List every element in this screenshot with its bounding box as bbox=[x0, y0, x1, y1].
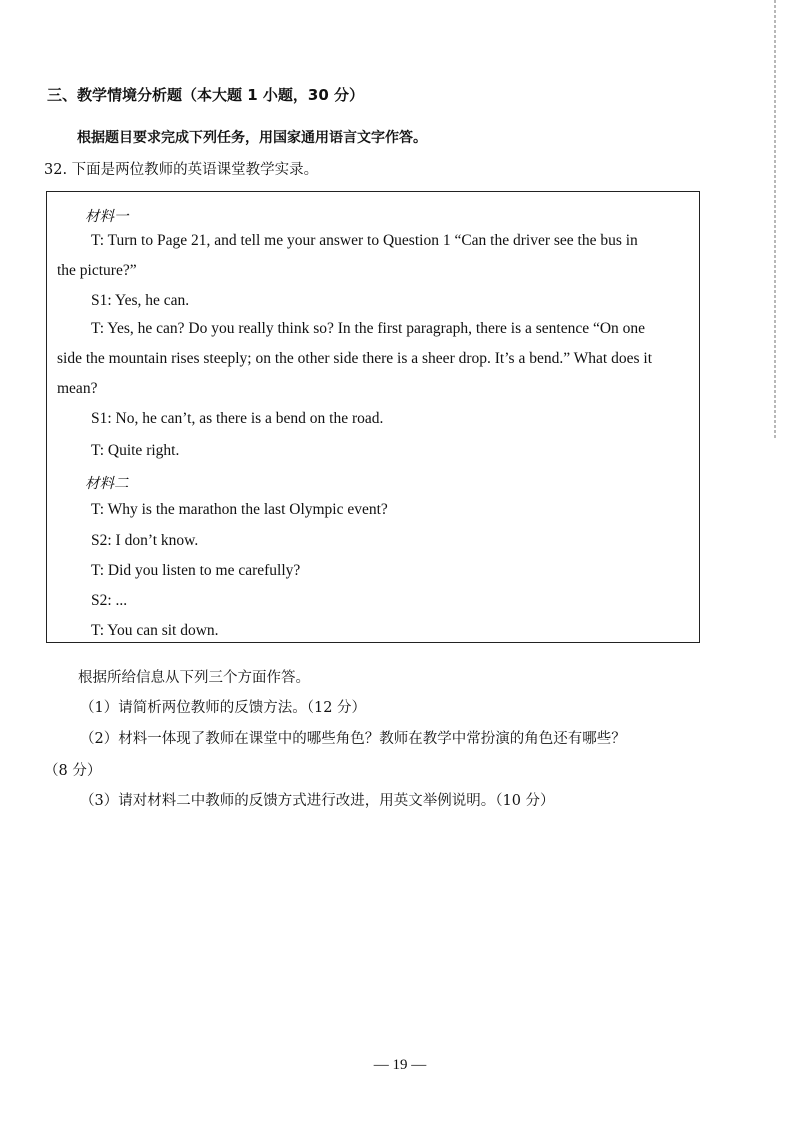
task-2-line-a: （2）材料一体现了教师在课堂中的哪些角色？教师在教学中常扮演的角色还有哪些？ bbox=[80, 731, 626, 747]
materials-box bbox=[46, 191, 700, 643]
material2-label: 材料二 bbox=[85, 476, 129, 492]
m1-teacher-line-2c: mean? bbox=[57, 380, 98, 397]
task-1: （1）请简析两位教师的反馈方法。（12 分） bbox=[80, 700, 367, 716]
m2-teacher-line-3: T: You can sit down. bbox=[91, 622, 219, 639]
task-2-line-b: （8 分） bbox=[44, 763, 102, 779]
tasks-intro: 根据所给信息从下列三个方面作答。 bbox=[78, 670, 310, 686]
material1-label: 材料一 bbox=[85, 209, 129, 225]
m1-teacher-line-3: T: Quite right. bbox=[91, 442, 180, 459]
m2-student-line-2: S2: ... bbox=[91, 592, 128, 609]
m2-student-line-1: S2: I don’t know. bbox=[91, 532, 199, 549]
m1-teacher-line-1a: T: Turn to Page 21, and tell me your answer to Question 1 “Can the driver see the bus in bbox=[91, 232, 638, 249]
m1-teacher-line-2b: side the mountain rises steeply; on the other side there is a sheer drop. It’s a bend.” What does it bbox=[57, 350, 653, 367]
m1-student-line-1: S1: Yes, he can. bbox=[91, 292, 190, 309]
section-title: 三、教学情境分析题（本大题 1 小题，30 分） bbox=[47, 86, 364, 104]
m1-teacher-line-2a: T: Yes, he can? Do you really think so? In the first paragraph, there is a sentence “On one bbox=[91, 320, 646, 337]
instruction-text: 根据题目要求完成下列任务，用国家通用语言文字作答。 bbox=[77, 130, 427, 146]
m1-student-line-2: S1: No, he can’t, as there is a bend on the road. bbox=[91, 410, 384, 427]
question-stem: 32. 下面是两位教师的英语课堂教学实录。 bbox=[44, 162, 319, 178]
m2-teacher-line-2: T: Did you listen to me carefully? bbox=[91, 562, 301, 579]
page-number: — 19 — bbox=[373, 1057, 427, 1073]
task-3: （3）请对材料二中教师的反馈方式进行改进，用英文举例说明。（10 分） bbox=[80, 793, 555, 809]
scan-edge-artifact bbox=[774, 0, 776, 440]
m1-teacher-line-1b: the picture?” bbox=[57, 262, 137, 279]
m2-teacher-line-1: T: Why is the marathon the last Olympic event? bbox=[91, 501, 388, 518]
